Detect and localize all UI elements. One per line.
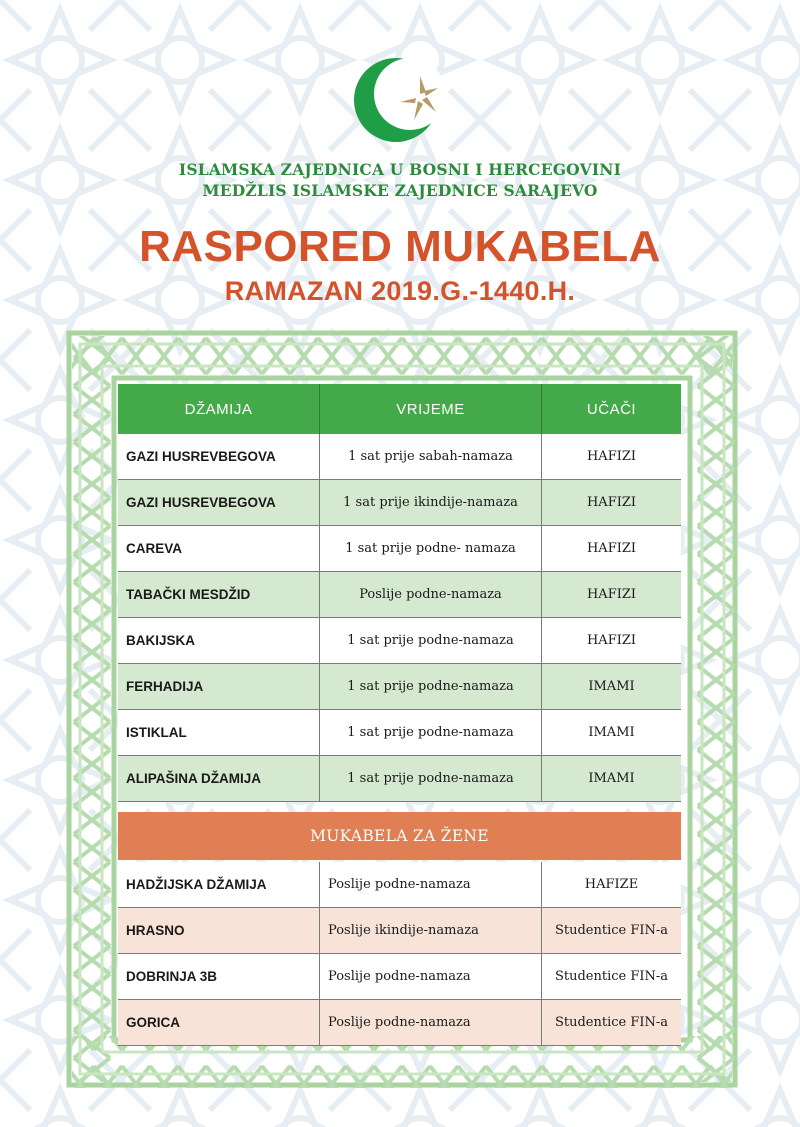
- time: Poslije podne-namaza: [320, 572, 542, 617]
- time: 1 sat prije podne-namaza: [320, 664, 542, 709]
- time: 1 sat prije podne-namaza: [320, 756, 542, 801]
- time: 1 sat prije podne-namaza: [320, 618, 542, 663]
- time: Poslije podne-namaza: [320, 862, 542, 907]
- table-row: [118, 572, 681, 618]
- readers: HAFIZI: [586, 541, 637, 556]
- readers: Studentice FIN-a: [554, 969, 669, 984]
- table-header-row: [118, 384, 681, 434]
- readers: HAFIZI: [586, 633, 637, 648]
- crescent-star-logo: [350, 54, 450, 146]
- table-row: [118, 526, 681, 572]
- table-row: [118, 862, 681, 908]
- table-row: [118, 908, 681, 954]
- time: 1 sat prije podne- namaza: [320, 526, 542, 571]
- table-row: [118, 1000, 681, 1046]
- location-name: GORICA: [118, 1000, 320, 1045]
- table-row: [118, 756, 681, 802]
- column-header-ucaci: UČAČI: [586, 400, 637, 418]
- mosque-name: TABAČKI MESDŽID: [118, 572, 320, 617]
- mosque-name: ISTIKLAL: [118, 710, 320, 755]
- readers: HAFIZI: [586, 587, 637, 602]
- mosque-name: ALIPAŠINA DŽAMIJA: [118, 756, 320, 801]
- location-name: HRASNO: [118, 908, 320, 953]
- time: Poslije podne-namaza: [320, 954, 542, 999]
- organization-name: ISLAMSKA ZAJEDNICA U BOSNI I HERCEGOVINI: [178, 160, 622, 179]
- column-header-dzamija: DŽAMIJA: [118, 384, 320, 434]
- time: Poslije ikindije-namaza: [320, 908, 542, 953]
- mosque-name: FERHADIJA: [118, 664, 320, 709]
- table-row: [118, 434, 681, 480]
- table-row: [118, 480, 681, 526]
- time: 1 sat prije sabah-namaza: [320, 434, 542, 479]
- table-row: [118, 710, 681, 756]
- location-name: HADŽIJSKA DŽAMIJA: [118, 862, 320, 907]
- readers: Studentice FIN-a: [554, 923, 669, 938]
- page-subtitle: RAMAZAN 2019.G.-1440.H.: [224, 276, 576, 306]
- mosque-name: GAZI HUSREVBEGOVA: [118, 434, 320, 479]
- organization-subunit: MEDŽLIS ISLAMSKE ZAJEDNICE SARAJEVO: [202, 181, 598, 200]
- table-row: [118, 664, 681, 710]
- time: 1 sat prije ikindije-namaza: [320, 480, 542, 525]
- mosque-name: BAKIJSKA: [118, 618, 320, 663]
- readers: HAFIZI: [586, 449, 637, 464]
- time: Poslije podne-namaza: [320, 1000, 542, 1045]
- women-mukabela-table: [118, 862, 681, 1046]
- women-section-header: MUKABELA ZA ŽENE: [118, 812, 681, 860]
- page-title: RASPORED MUKABELA: [139, 222, 661, 271]
- location-name: DOBRINJA 3B: [118, 954, 320, 999]
- column-header-vrijeme: VRIJEME: [320, 384, 542, 434]
- mosque-name: GAZI HUSREVBEGOVA: [118, 480, 320, 525]
- readers: Studentice FIN-a: [554, 1015, 669, 1030]
- table-row: [118, 618, 681, 664]
- readers: IMAMI: [588, 725, 635, 740]
- readers: IMAMI: [588, 679, 635, 694]
- readers: IMAMI: [588, 771, 635, 786]
- time: 1 sat prije podne-namaza: [320, 710, 542, 755]
- mukabela-table: [118, 384, 681, 802]
- readers: HAFIZE: [584, 877, 639, 892]
- mosque-name: CAREVA: [118, 526, 320, 571]
- readers: HAFIZI: [586, 495, 637, 510]
- table-row: [118, 954, 681, 1000]
